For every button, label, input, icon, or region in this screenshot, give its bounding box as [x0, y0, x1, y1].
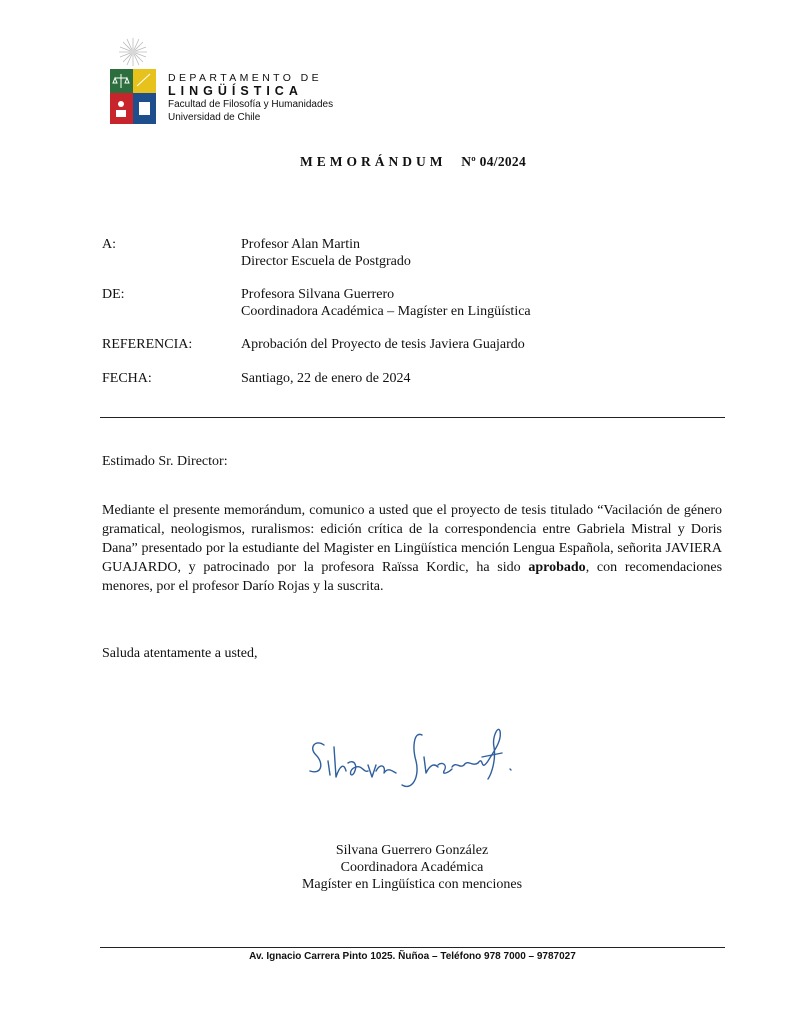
university-crest-logo [108, 34, 158, 126]
from-sender [241, 286, 531, 320]
from-name: Profesora Silvana Guerrero [241, 287, 395, 302]
body-text: Mediante el presente memorándum, comunico a usted que el proyecto de tesis titulado “Vacilación de género gramatical, neologismos, ruralismos: edición crítica de la correspondencia entre Gabriela Mistral y Doris Dana” presentado por la estudiante del Magister en Lingüística mención Lengua Española, señorita JAVIERA GUAJARDO, y patrocinado por la profesora Raïssa Kordic, ha sido [102, 503, 722, 575]
from-label: DE: [102, 287, 125, 302]
memo-title [0, 154, 800, 170]
date-label: FECHA: [102, 371, 152, 386]
department-name: DEPARTAMENTO DE [168, 72, 323, 84]
header-divider [100, 417, 725, 418]
to-recipient [241, 236, 411, 270]
to-name: Profesor Alan Martin [241, 237, 360, 252]
department-letterhead [168, 72, 333, 124]
signatory-program: Magíster en Lingüística con menciones [301, 877, 523, 892]
reference-value: Aprobación del Proyecto de tesis Javiera Guajardo [241, 337, 525, 352]
reference-label: REFERENCIA: [102, 337, 193, 352]
footer-divider [100, 947, 725, 948]
to-title: Director Escuela de Postgrado [241, 254, 411, 269]
faculty-name: Facultad de Filosofía y Humanidades [168, 99, 334, 110]
body-paragraph [102, 501, 722, 596]
date-value: Santiago, 22 de enero de 2024 [241, 371, 411, 386]
approved-emphasis: aprobado [528, 560, 586, 575]
from-title: Coordinadora Académica – Magíster en Lingüística [241, 304, 531, 319]
memo-number: Nº 04/2024 [461, 154, 527, 169]
signatory-role: Coordinadora Académica [340, 860, 484, 875]
greeting: Estimado Sr. Director: [102, 454, 228, 469]
body-text-end: , con recomendaciones menores, por el profesor Darío Rojas y la suscrita. [102, 560, 723, 594]
signatory-name: Silvana Guerrero González [335, 843, 489, 858]
to-label: A: [102, 237, 116, 252]
university-name: Universidad de Chile [168, 111, 261, 123]
memo-title-word: MEMORÁNDUM [299, 154, 447, 169]
signatory-block [250, 842, 574, 893]
footer-address: Av. Ignacio Carrera Pinto 1025. Ñuñoa – Teléfono 978 7000 – 9787027 [249, 951, 576, 962]
department-linguistica: LINGÜÍSTICA [168, 84, 303, 98]
handwritten-signature [302, 717, 526, 797]
closing-line: Saluda atentamente a usted, [102, 646, 258, 661]
